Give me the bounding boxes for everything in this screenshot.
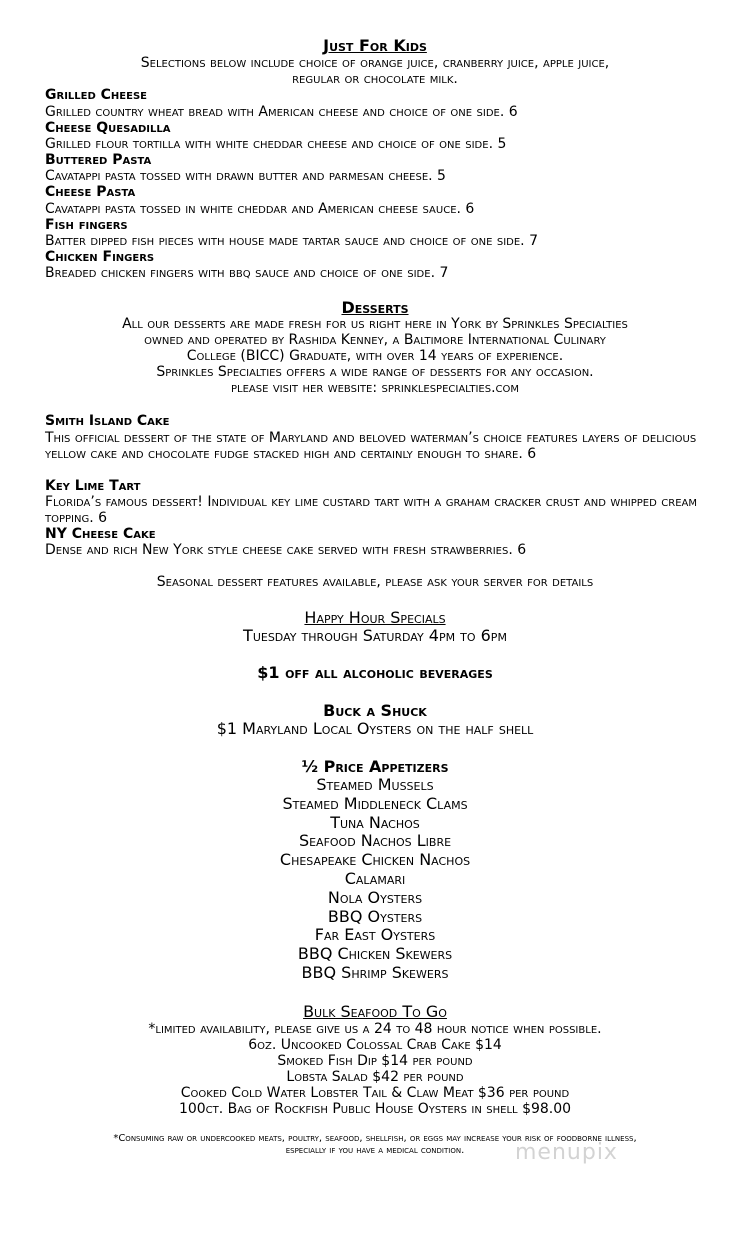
kids-item-desc: Cavatappi pasta tossed with drawn butter and parmesan cheese. 5	[45, 168, 446, 184]
kids-item-desc: Cavatappi pasta tossed in white cheddar and American cheese sauce. 6	[45, 201, 475, 217]
appetizer-item: Calamari	[344, 868, 406, 888]
dessert-item-desc: Dense and rich New York style cheese cake served with fresh strawberries. 6	[45, 542, 527, 558]
kids-title: Just For Kids	[323, 36, 427, 55]
appetizer-item: BBQ Shrimp Skewers	[301, 962, 449, 982]
bulk-seafood-item: Smoked Fish Dip $14 per pound	[277, 1053, 473, 1069]
appetizer-item: BBQ Oysters	[327, 906, 423, 926]
bulk-seafood-title: Bulk Seafood To Go	[303, 1002, 447, 1021]
appetizer-item: Steamed Mussels	[316, 775, 434, 794]
kids-item-name: Buttered Pasta	[45, 152, 152, 168]
desserts-seasonal-note: Seasonal dessert features available, please ask your server for details	[156, 574, 594, 590]
happy-hour-hours: Tuesday through Saturday 4pm to 6pm	[243, 626, 507, 645]
kids-item-desc: Breaded chicken fingers with bbq sauce and choice of one side. 7	[45, 265, 449, 281]
appetizer-item: Chesapeake Chicken Nachos	[279, 850, 471, 870]
kids-item-name: Chicken Fingers	[45, 249, 155, 265]
kids-intro-line-1: Selections below include choice of orange juice, cranberry juice, apple juice,	[140, 55, 610, 71]
kids-item-desc: Grilled flour tortilla with white cheddar cheese and choice of one side. 5	[45, 136, 507, 152]
footer-disclaimer-line-1: *Consuming raw or undercooked meats, poultry, seafood, shellfish, or eggs may increase your risk of foodborne illness,	[113, 1133, 637, 1144]
kids-item-name: Cheese Quesadilla	[45, 120, 171, 136]
appetizer-item: Nola Oysters	[327, 887, 423, 907]
kids-item-desc: Batter dipped fish pieces with house made tartar sauce and choice of one side. 7	[45, 233, 538, 249]
bulk-seafood-item: 100ct. Bag of Rockfish Public House Oysters in shell $98.00	[178, 1101, 572, 1117]
buck-a-shuck-title: Buck a Shuck	[323, 701, 427, 720]
desserts-intro-line: College (BICC) Graduate, with over 14 years of experience.	[186, 348, 564, 364]
desserts-title: Desserts	[341, 298, 409, 317]
buck-a-shuck-desc: $1 Maryland Local Oysters on the half shell	[216, 719, 534, 738]
kids-item-name: Fish fingers	[45, 217, 128, 233]
kids-item-name: Cheese Pasta	[45, 184, 136, 200]
kids-item-name: Grilled Cheese	[45, 87, 148, 103]
bulk-seafood-item: Lobsta Salad $42 per pound	[286, 1069, 464, 1085]
footer-disclaimer-line-2: especially if you have a medical condition.	[285, 1145, 465, 1156]
appetizer-item: BBQ Chicken Skewers	[297, 944, 453, 964]
happy-hour-title: Happy Hour Specials	[304, 608, 446, 627]
appetizer-item: Steamed Middleneck Clams	[282, 793, 468, 813]
appetizer-item: Tuna Nachos	[330, 812, 420, 832]
dessert-item-desc: This official dessert of the state of Maryland and beloved waterman’s choice features layers of delicious yellow cake and chocolate fudge stacked high and certainly enough to share. 6	[45, 430, 697, 462]
appetizer-list	[0, 776, 750, 983]
menupix-watermark: menupix	[515, 1140, 618, 1165]
half-price-title: ½ Price Appetizers	[301, 757, 449, 776]
dessert-item-name: NY Cheese Cake	[45, 526, 156, 542]
bulk-seafood-item: Cooked Cold Water Lobster Tail & Claw Meat $36 per pound	[180, 1085, 570, 1101]
dessert-item-name: Smith Island Cake	[45, 413, 170, 429]
bulk-seafood-item: 6oz. Uncooked Colossal Crab Cake $14	[248, 1037, 502, 1053]
appetizer-item: Seafood Nachos Libre	[298, 831, 452, 851]
appetizer-item: Far East Oysters	[314, 925, 436, 945]
desserts-intro-line: owned and operated by Rashida Kenney, a Baltimore International Culinary	[144, 332, 606, 348]
happy-hour-alcohol: $1 off all alcoholic beverages	[257, 663, 493, 682]
dessert-item-name: Key Lime Tart	[45, 478, 141, 494]
kids-intro-line-2: regular or chocolate milk.	[292, 71, 458, 87]
kids-item-desc: Grilled country wheat bread with American cheese and choice of one side. 6	[45, 104, 518, 120]
desserts-intro-line: Sprinkles Specialties offers a wide range of desserts for any occasion.	[156, 364, 594, 380]
desserts-website: please visit her website: sprinklespecialties.com	[230, 380, 520, 396]
dessert-item-desc: Florida’s famous dessert! Individual key lime custard tart with a graham cracker crust and whipped cream topping. 6	[45, 494, 697, 526]
desserts-intro-line: All our desserts are made fresh for us right here in York by Sprinkles Specialties	[122, 316, 628, 332]
bulk-seafood-note: *limited availability, please give us a 24 to 48 hour notice when possible.	[148, 1021, 602, 1037]
